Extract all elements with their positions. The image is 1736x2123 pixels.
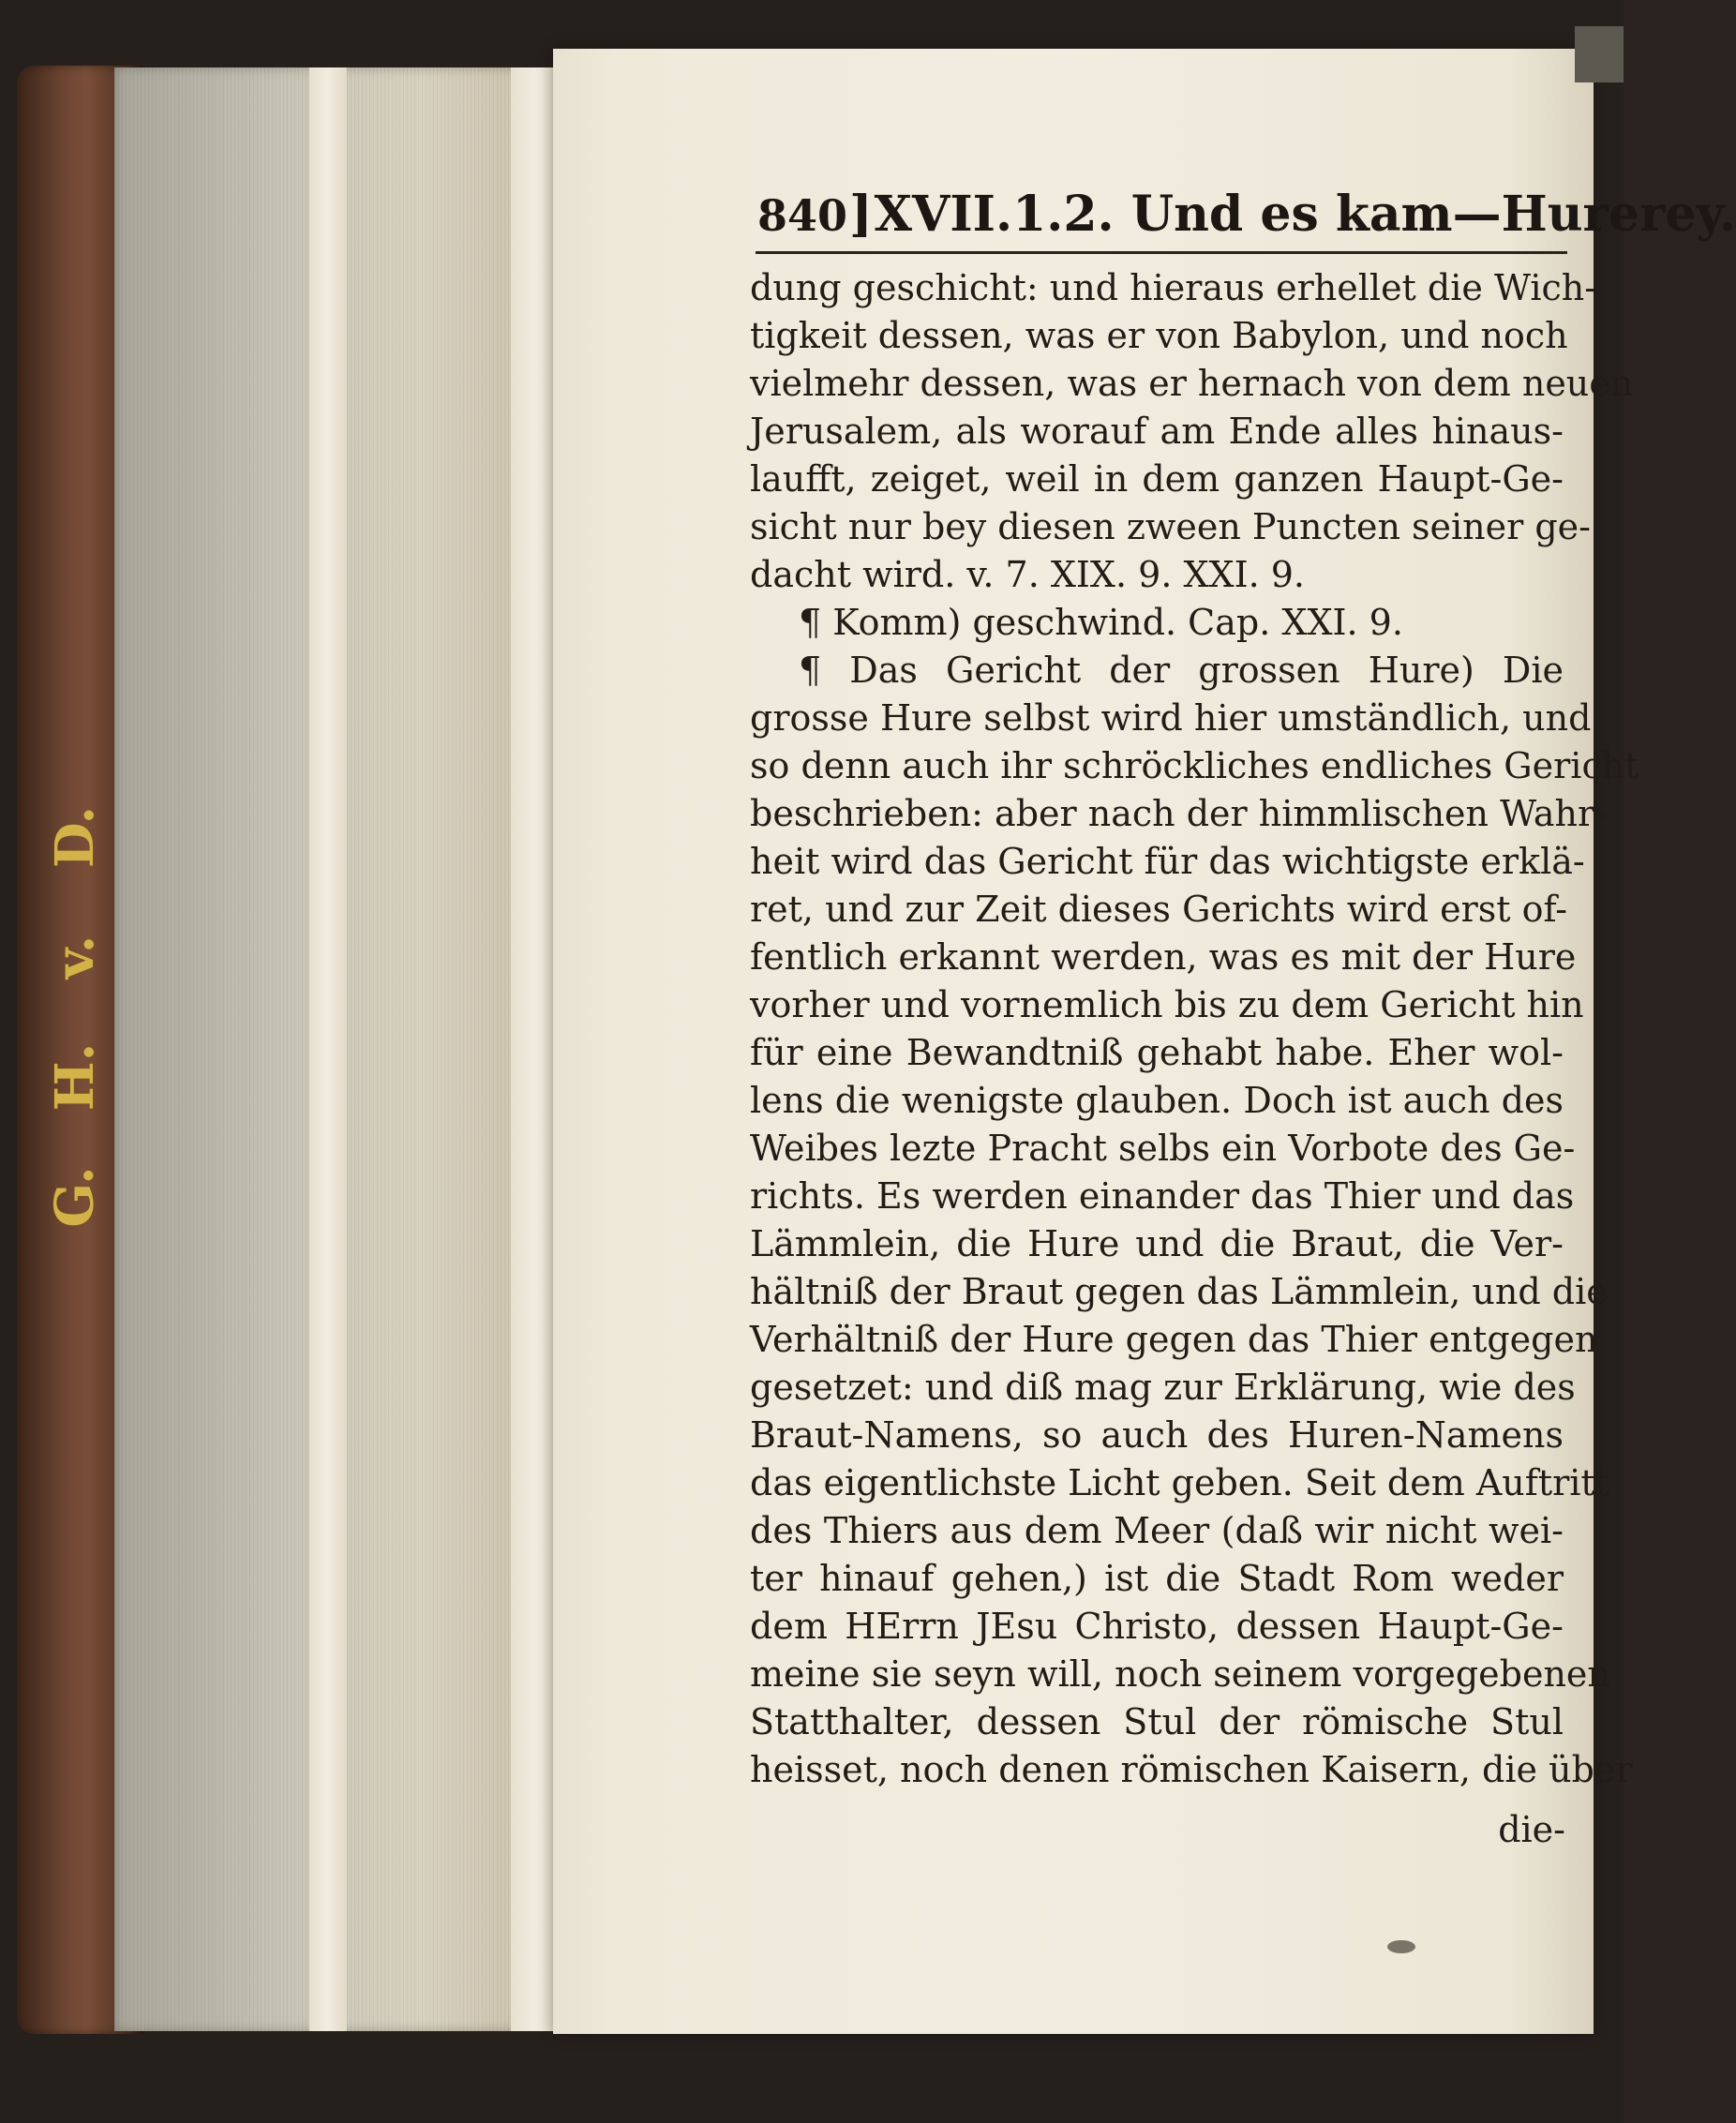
text-line: fentlich erkannt werden, was es mit der Hure xyxy=(750,936,1577,978)
text-line: ret, und zur Zeit dieses Gerichts wird erst of- xyxy=(750,889,1568,930)
text-line: Statthalter, dessen Stul der römische Stul xyxy=(750,1701,1564,1742)
text-line: Lämmlein, die Hure und die Braut, die Ver- xyxy=(750,1223,1564,1264)
page-corner xyxy=(1575,26,1624,82)
text-line: ¶ Komm) geschwind. Cap. XXI. 9. xyxy=(799,602,1403,643)
spine-letter: D. xyxy=(44,805,106,869)
text-line: gesetzet: und diß mag zur Erklärung, wie des xyxy=(750,1367,1576,1408)
spine-lettering xyxy=(28,806,122,1228)
text-line: lens die wenigste glauben. Doch ist auch des xyxy=(750,1080,1564,1121)
spine-letter: v. xyxy=(44,934,106,979)
catchword: die- xyxy=(1498,1809,1565,1850)
spine-letter: G. xyxy=(43,1166,106,1228)
text-line: so denn auch ihr schröckliches endliches Gericht xyxy=(750,745,1639,786)
text-line: des Thiers aus dem Meer (daß wir nicht wei- xyxy=(750,1510,1564,1551)
page-number: 840 xyxy=(757,190,848,241)
text-line: Weibes lezte Pracht selbs ein Vorbote des Ge- xyxy=(750,1128,1576,1169)
text-line: ter hinauf gehen,) ist die Stadt Rom weder xyxy=(750,1558,1564,1599)
text-line: laufft, zeiget, weil in dem ganzen Haupt-Ge- xyxy=(750,458,1564,500)
header-bracket: ] xyxy=(849,186,873,243)
text-line: dacht wird. v. 7. XIX. 9. XXI. 9. xyxy=(750,554,1306,595)
text-line: dem HErrn JEsu Christo, dessen Haupt-Ge- xyxy=(750,1606,1564,1647)
text-line: sicht nur bey diesen zween Puncten seiner ge- xyxy=(750,506,1592,547)
running-header xyxy=(757,186,1736,251)
text-line: dung geschicht: und hieraus erhellet die Wich- xyxy=(750,267,1597,308)
text-line: tigkeit dessen, was er von Babylon, und noch xyxy=(750,315,1568,356)
text-line: das eigentlichste Licht geben. Seit dem Auftritt xyxy=(750,1462,1609,1503)
text-line: ¶ Das Gericht der grossen Hure) Die xyxy=(799,650,1564,691)
page-edge-highlight xyxy=(511,67,558,2031)
page-body-text xyxy=(750,264,1639,1794)
text-line: Jerusalem, als worauf am Ende alles hinaus- xyxy=(750,411,1564,452)
text-line: hältniß der Braut gegen das Lämmlein, und die xyxy=(750,1271,1608,1312)
text-line: meine sie seyn will, noch seinem vorgegebenen xyxy=(750,1653,1610,1695)
text-line: vielmehr dessen, was er hernach von dem neuen xyxy=(750,363,1634,404)
text-line: beschrieben: aber nach der himmlischen Wahr- xyxy=(750,793,1607,834)
text-line: heisset, noch denen römischen Kaisern, die über xyxy=(750,1749,1633,1790)
page-edge-highlight xyxy=(309,67,347,2031)
text-line: heit wird das Gericht für das wichtigste erklä- xyxy=(750,841,1585,882)
text-line: Verhältniß der Hure gegen das Thier entgegen xyxy=(750,1319,1598,1360)
text-line: richts. Es werden einander das Thier und das xyxy=(750,1175,1575,1217)
spine-letter: H. xyxy=(44,1042,106,1112)
header-rule xyxy=(756,251,1567,254)
text-line: für eine Bewandtniß gehabt habe. Eher wol- xyxy=(750,1032,1564,1073)
ink-smudge xyxy=(1387,1940,1415,1953)
running-head-title: XVII.1.2. Und es kam—Hurerey. xyxy=(874,186,1736,243)
text-line: Braut-Namens, so auch des Huren-Namens xyxy=(750,1414,1564,1456)
text-line: vorher und vornemlich bis zu dem Gericht hin xyxy=(750,984,1584,1025)
text-line: grosse Hure selbst wird hier umständlich, und xyxy=(750,697,1592,739)
